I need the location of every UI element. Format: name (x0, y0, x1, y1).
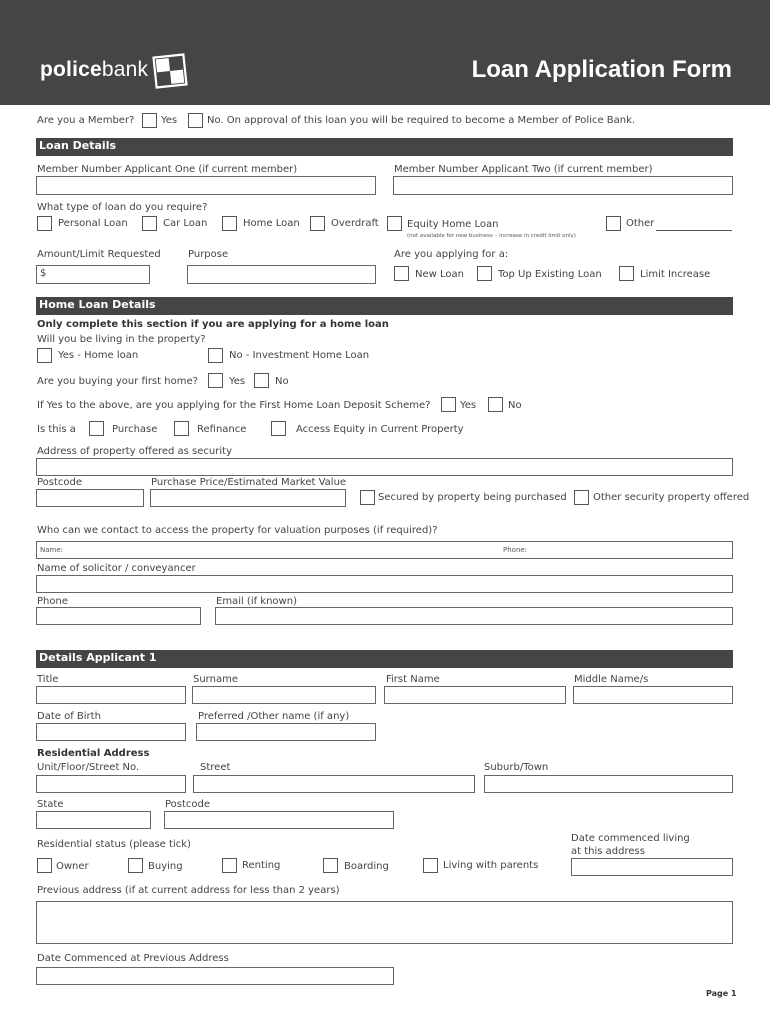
loan-type-question: What type of loan do you require? (37, 202, 208, 213)
car-loan-label: Car Loan (163, 218, 208, 229)
surname-label: Surname (193, 674, 238, 685)
fhlds-yes-checkbox[interactable] (441, 397, 456, 412)
other-security-label: Other security property offered (593, 492, 750, 503)
unit-field[interactable] (36, 775, 186, 793)
fhlds-question: If Yes to the above, are you applying for the First Home Loan Deposit Scheme? (37, 400, 431, 411)
access-equity-label: Access Equity in Current Property (296, 424, 464, 435)
contact-field[interactable] (36, 541, 733, 559)
security-address-label: Address of property offered as security (37, 446, 232, 457)
fhlds-no-label: No (508, 400, 522, 411)
limit-increase-checkbox[interactable] (619, 266, 634, 281)
secured-by-property-checkbox[interactable] (360, 490, 375, 505)
owner-checkbox[interactable] (37, 858, 52, 873)
renting-label: Renting (242, 860, 281, 871)
amount-field[interactable] (36, 265, 150, 284)
solicitor-label: Name of solicitor / conveyancer (37, 563, 196, 574)
home-loan-heading: Home Loan Details (36, 297, 733, 315)
member-no-checkbox[interactable] (188, 113, 203, 128)
first-home-no-label: No (275, 376, 289, 387)
contact-name-label: Name: (40, 546, 64, 554)
purpose-field[interactable] (187, 265, 376, 284)
other-security-checkbox[interactable] (574, 490, 589, 505)
living-no-checkbox[interactable] (208, 348, 223, 363)
date-commenced-label-2: at this address (571, 846, 645, 857)
purchase-label: Purchase (112, 424, 158, 435)
suburb-label: Suburb/Town (484, 762, 549, 773)
other-loan-checkbox[interactable] (606, 216, 621, 231)
member-one-label: Member Number Applicant One (if current member) (37, 164, 298, 175)
previous-date-field[interactable] (36, 967, 394, 985)
first-home-question: Are you buying your first home? (37, 376, 198, 387)
date-commenced-label-1: Date commenced living (571, 833, 690, 844)
preferred-name-field[interactable] (196, 723, 376, 741)
postcode-label: Postcode (37, 477, 83, 488)
boarding-label: Boarding (344, 861, 389, 872)
header-bar (0, 0, 770, 105)
title-label: Title (37, 674, 59, 685)
state-field[interactable] (36, 811, 151, 829)
member-no-label: No. On approval of this loan you will be required to become a Member of Police Bank. (207, 115, 636, 126)
first-home-yes-checkbox[interactable] (208, 373, 223, 388)
home-loan-checkbox[interactable] (222, 216, 237, 231)
top-up-checkbox[interactable] (477, 266, 492, 281)
fhlds-yes-label: Yes (460, 400, 477, 411)
living-with-parents-checkbox[interactable] (423, 858, 438, 873)
price-label: Purchase Price/Estimated Market Value (151, 477, 347, 488)
contact-phone-label: Phone: (503, 546, 528, 554)
top-up-label: Top Up Existing Loan (498, 269, 602, 280)
solicitor-phone-label: Phone (37, 596, 68, 607)
solicitor-email-label: Email (if known) (216, 596, 297, 607)
new-loan-label: New Loan (415, 269, 464, 280)
first-home-no-checkbox[interactable] (254, 373, 269, 388)
applicant-heading: Details Applicant 1 (36, 650, 733, 668)
previous-address-field[interactable] (36, 901, 733, 944)
new-loan-checkbox[interactable] (394, 266, 409, 281)
limit-increase-label: Limit Increase (640, 269, 711, 280)
previous-address-label: Previous address (if at current address for less than 2 years) (37, 885, 340, 896)
state-label: State (37, 799, 64, 810)
other-loan-line[interactable] (656, 230, 732, 231)
member-question: Are you a Member? (37, 115, 135, 126)
member-yes-checkbox[interactable] (142, 113, 157, 128)
equity-home-loan-label: Equity Home Loan (407, 219, 499, 230)
other-loan-label: Other (626, 218, 655, 229)
fhlds-no-checkbox[interactable] (488, 397, 503, 412)
solicitor-field[interactable] (36, 575, 733, 593)
res-postcode-label: Postcode (165, 799, 211, 810)
personal-loan-checkbox[interactable] (37, 216, 52, 231)
member-one-field[interactable] (36, 176, 376, 195)
living-question: Will you be living in the property? (37, 334, 206, 345)
equity-note: (not available for new business – increase in credit limit only) (407, 233, 576, 239)
first-name-label: First Name (386, 674, 440, 685)
page-number: Page 1 (706, 989, 737, 998)
dob-field[interactable] (36, 723, 186, 741)
residential-address-heading: Residential Address (37, 748, 150, 759)
price-field[interactable] (150, 489, 346, 507)
loan-details-heading: Loan Details (36, 138, 733, 156)
security-address-field[interactable] (36, 458, 733, 476)
member-two-label: Member Number Applicant Two (if current member) (394, 164, 653, 175)
date-commenced-field[interactable] (571, 858, 733, 876)
overdraft-label: Overdraft (331, 218, 379, 229)
purchase-checkbox[interactable] (89, 421, 104, 436)
solicitor-phone-field[interactable] (36, 607, 201, 625)
buying-checkbox[interactable] (128, 858, 143, 873)
page-title: Loan Application Form (471, 56, 732, 83)
first-name-field[interactable] (384, 686, 566, 704)
applying-for-label: Are you applying for a: (394, 249, 509, 260)
amount-label: Amount/Limit Requested (37, 249, 161, 260)
owner-label: Owner (56, 861, 89, 872)
solicitor-email-field[interactable] (215, 607, 733, 625)
secured-by-property-label: Secured by property being purchased (378, 492, 567, 503)
living-yes-label: Yes - Home loan (58, 350, 139, 361)
personal-loan-label: Personal Loan (58, 218, 128, 229)
previous-date-label: Date Commenced at Previous Address (37, 953, 229, 964)
street-label: Street (200, 762, 231, 773)
preferred-name-label: Preferred /Other name (if any) (198, 711, 350, 722)
boarding-checkbox[interactable] (323, 858, 338, 873)
unit-label: Unit/Floor/Street No. (37, 762, 140, 773)
amount-currency: $ (40, 268, 47, 279)
living-with-parents-label: Living with parents (443, 860, 539, 871)
access-equity-checkbox[interactable] (271, 421, 286, 436)
first-home-yes-label: Yes (229, 376, 246, 387)
suburb-field[interactable] (484, 775, 733, 793)
street-field[interactable] (193, 775, 475, 793)
equity-home-loan-checkbox[interactable] (387, 216, 402, 231)
home-loan-label: Home Loan (243, 218, 300, 229)
living-yes-checkbox[interactable] (37, 348, 52, 363)
contact-question: Who can we contact to access the property for valuation purposes (if required)? (37, 525, 438, 536)
title-field[interactable] (36, 686, 186, 704)
overdraft-checkbox[interactable] (310, 216, 325, 231)
purpose-label: Purpose (188, 249, 229, 260)
member-two-field[interactable] (393, 176, 733, 195)
buying-label: Buying (148, 861, 183, 872)
car-loan-checkbox[interactable] (142, 216, 157, 231)
res-postcode-field[interactable] (164, 811, 394, 829)
brand-logo-icon (152, 53, 188, 89)
renting-checkbox[interactable] (222, 858, 237, 873)
refinance-label: Refinance (197, 424, 247, 435)
is-this-a-label: Is this a (37, 424, 76, 435)
dob-label: Date of Birth (37, 711, 101, 722)
postcode-field[interactable] (36, 489, 144, 507)
middle-name-label: Middle Name/s (574, 674, 649, 685)
member-yes-label: Yes (161, 115, 178, 126)
home-loan-note: Only complete this section if you are applying for a home loan (37, 319, 389, 330)
residential-status-label: Residential status (please tick) (37, 839, 191, 850)
middle-name-field[interactable] (573, 686, 733, 704)
refinance-checkbox[interactable] (174, 421, 189, 436)
surname-field[interactable] (192, 686, 376, 704)
brand-logo: policebank (40, 58, 149, 81)
living-no-label: No - Investment Home Loan (229, 350, 370, 361)
